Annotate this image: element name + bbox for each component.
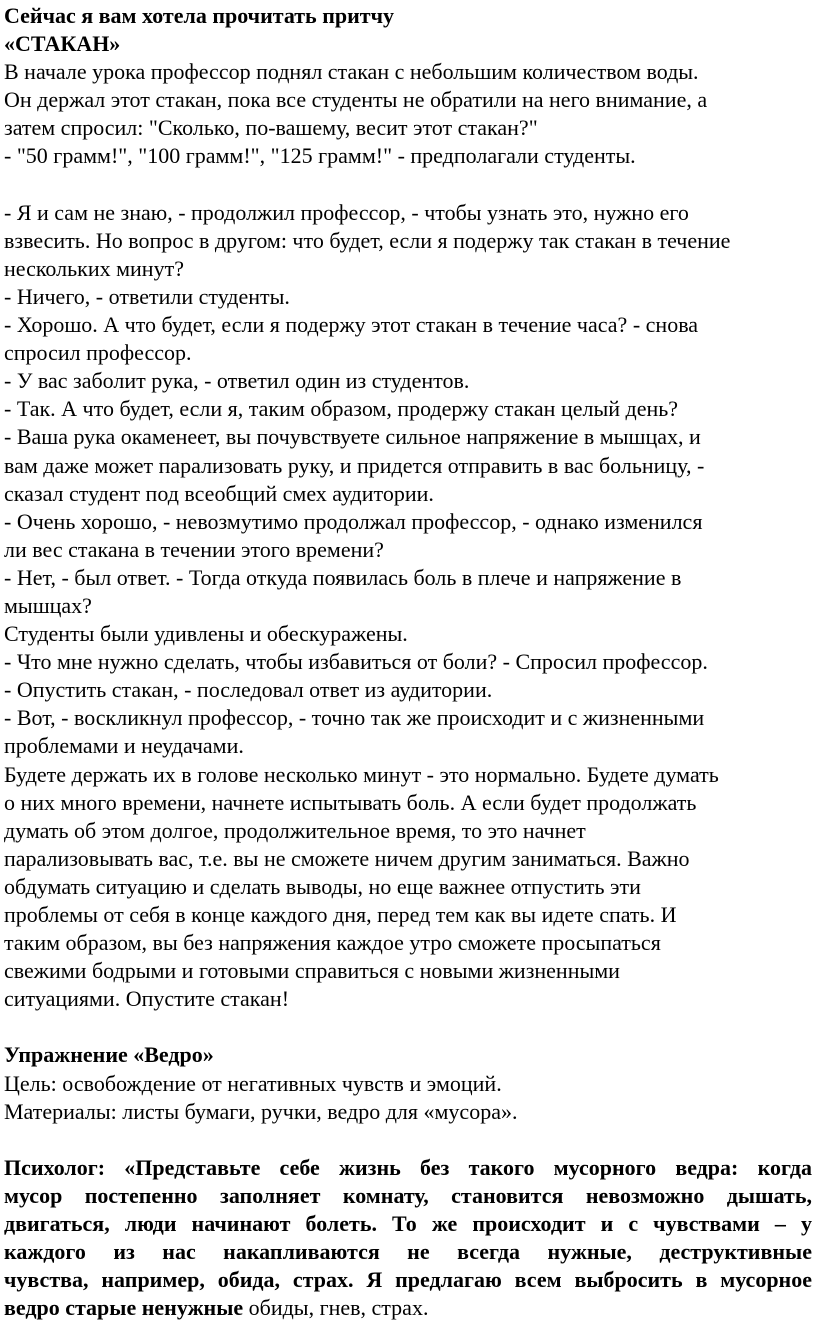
parable-line: - Ничего, - ответили студенты.: [4, 283, 290, 309]
parable-line: спросил профессор.: [4, 340, 192, 366]
parable-line: затем спросил: "Сколько, по-вашему, весит этот стакан?": [4, 115, 538, 141]
parable-line: Он держал этот стакан, пока все студенты не обратили на него внимание, а: [4, 87, 708, 113]
parable-line: сказал студент под всеобщий смех аудитории.: [4, 480, 434, 506]
blank-line: [4, 171, 816, 199]
parable-line: нескольких минут?: [4, 255, 184, 281]
parable-line: проблемы от себя в конце каждого дня, перед тем как вы идете спать. И: [4, 902, 677, 927]
psychologist-line: мусор постепенно заполняет комнату, становится невозможно дышать,: [4, 1182, 812, 1208]
parable-line: Студенты были удивлены и обескуражены.: [4, 621, 408, 647]
parable-line: парализовывать вас, т.е. вы не сможете ничем другим заниматься. Важно: [4, 845, 690, 871]
parable-line: свежими бодрыми и готовыми справиться с новыми жизненными: [4, 958, 620, 984]
parable-line: вам даже может парализовать руку, и придется отправить в вас больницу, -: [4, 452, 705, 478]
psychologist-line: каждого из нас накапливаются не всегда нужные, деструктивные: [4, 1239, 812, 1265]
exercise-title: Упражнение «Ведро»: [4, 1042, 214, 1068]
parable-line: - "50 грамм!", "100 грамм!", "125 грамм!" - предполагали студенты.: [4, 143, 636, 169]
blank-line: [4, 1126, 816, 1154]
parable-line: - Ваша рука окаменеет, вы почувствуете сильное напряжение в мышцах, и: [4, 424, 701, 450]
parable-line: обдумать ситуацию и сделать выводы, но еще важнее отпустить эти: [4, 873, 641, 899]
parable-line: думать об этом долгое, продолжительное время, то это начнет: [4, 817, 586, 843]
psychologist-line: двигаться, люди начинают болеть. То же происходит и с чувствами – у: [4, 1211, 812, 1237]
document-intro-line: Сейчас я вам хотела прочитать притчу: [4, 3, 394, 28]
parable-line: о них много времени, начнете испытывать боль. А если будет продолжать: [4, 789, 697, 815]
parable-line: Будете держать их в голове несколько минут - это нормально. Будете думать: [4, 761, 719, 787]
parable-text: [4, 58, 816, 1013]
parable-title: «СТАКАН»: [4, 31, 121, 57]
parable-line: - Нет, - был ответ. - Тогда откуда появилась боль в плече и напряжение в: [4, 564, 682, 590]
parable-line: ситуациями. Опустите стакан!: [4, 986, 290, 1012]
parable-line: - Так. А что будет, если я, таким образом, продержу стакан целый день?: [4, 396, 679, 422]
parable-line: ли вес стакана в течении этого времени?: [4, 536, 384, 562]
parable-line: - Что мне нужно сделать, чтобы избавиться от боли? - Спросил профессор.: [4, 649, 708, 675]
psychologist-last-normal: обиды, гнев, страх.: [243, 1295, 429, 1321]
exercise-materials: Материалы: листы бумаги, ручки, ведро для «мусора».: [4, 1098, 518, 1124]
parable-line: В начале урока профессор поднял стакан с небольшим количеством воды.: [4, 59, 699, 85]
parable-line: - У вас заболит рука, - ответил один из студентов.: [4, 368, 470, 394]
psychologist-text: [4, 1154, 816, 1322]
parable-line: - Я и сам не знаю, - продолжил профессор, - чтобы узнать это, нужно его: [4, 199, 689, 225]
psychologist-last-line: [4, 1294, 816, 1322]
parable-line: - Очень хорошо, - невозмутимо продолжал профессор, - однако изменился: [4, 508, 703, 534]
parable-line: проблемами и неудачами.: [4, 733, 244, 759]
exercise-goal: Цель: освобождение от негативных чувств и эмоций.: [4, 1070, 502, 1096]
psychologist-last-bold: ведро старые ненужные: [4, 1295, 244, 1321]
parable-line: - Вот, - воскликнул профессор, - точно так же происходит и с жизненными: [4, 705, 705, 731]
blank-line: [4, 1013, 816, 1041]
parable-line: - Хорошо. А что будет, если я подержу этот стакан в течение часа? - снова: [4, 312, 699, 338]
parable-line: мышцах?: [4, 592, 92, 618]
parable-line: - Опустить стакан, - последовал ответ из аудитории.: [4, 677, 493, 703]
parable-line: таким образом, вы без напряжения каждое утро сможете просыпаться: [4, 930, 661, 956]
psychologist-line: чувства, например, обида, страх. Я предлагаю всем выбросить в мусорное: [4, 1267, 812, 1293]
psychologist-line: Психолог: «Представьте себе жизнь без такого мусорного ведра: когда: [4, 1154, 812, 1180]
parable-line: взвесить. Но вопрос в другом: что будет, если я подержу так стакан в течение: [4, 227, 731, 253]
